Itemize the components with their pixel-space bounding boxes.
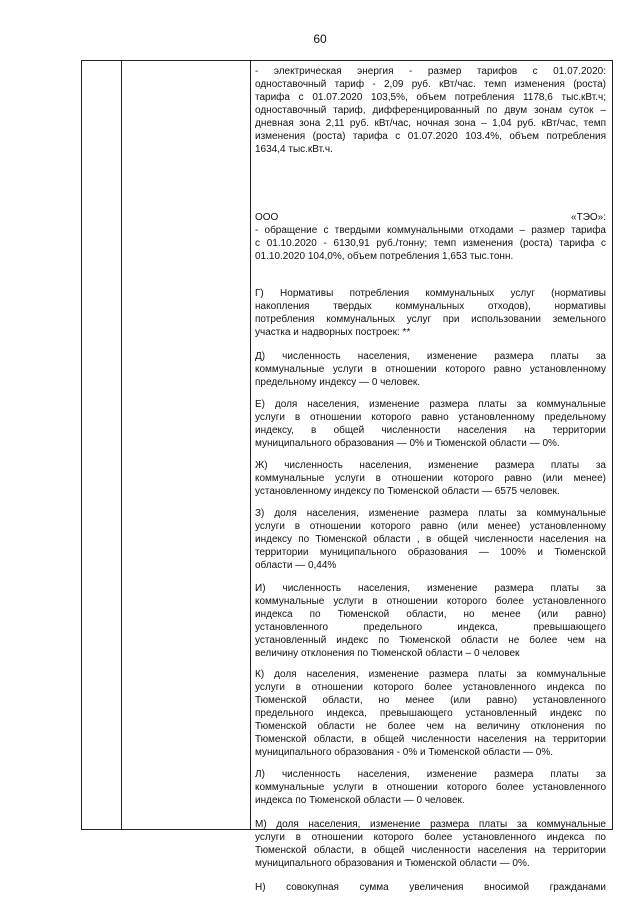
paragraph-line: установленный индекс по Тюменской области не более чем на xyxy=(255,635,606,646)
paragraph-line: коммунальные услуги в отношении которого более установленного xyxy=(255,596,606,607)
paragraph-line: территории муниципального образования — 100% и Тюменской xyxy=(255,547,606,558)
paragraph-l xyxy=(255,768,606,807)
paragraph-n xyxy=(255,881,606,894)
paragraph-line: с 01.10.2020 - 6130,91 руб./тонну; темп изменения (роста) тарифа с xyxy=(255,238,606,249)
paragraph-line: области — 0,44% xyxy=(255,560,337,571)
paragraph-e xyxy=(255,398,606,450)
page-number: 60 xyxy=(313,32,327,46)
paragraph-zh xyxy=(255,459,606,498)
paragraph-line: муниципального образования - 0% и Тюменской области — 0%. xyxy=(255,747,554,758)
paragraph-line: предельному индексу — 0 человек. xyxy=(255,377,421,388)
paragraph-line: ООО «ТЭО»: xyxy=(255,212,606,223)
paragraph-z xyxy=(255,507,606,572)
paragraph-line: тарифа с 01.07.2020 103,5%, объем потребления 1178,6 тыс.кВт.ч; xyxy=(255,92,606,103)
paragraph-line: коммунальные услуги в отношении которого более установленного xyxy=(255,782,606,793)
paragraph-line: З) доля населения, изменение размера платы за коммунальные xyxy=(255,508,606,519)
paragraph-line: Ж) численность населения, изменение размера платы за xyxy=(255,460,606,471)
paragraph-line: - обращение с твердыми коммунальными отходами – размер тарифа xyxy=(255,225,606,236)
paragraph-line: потребления коммунальных услуг при использовании земельного xyxy=(255,314,606,325)
paragraph-electricity xyxy=(255,65,606,156)
paragraph-line: индексу, в общей численности населения на территории xyxy=(255,425,606,436)
paragraph-line: 1634,4 тыс.кВт.ч. xyxy=(255,144,333,155)
paragraph-line: муниципального образования и Тюменской области — 0%. xyxy=(255,858,530,869)
paragraph-line: индекса по Тюменской области — 0 человек. xyxy=(255,795,465,806)
paragraph-line: Е) доля населения, изменение размера платы за коммунальные xyxy=(255,399,606,410)
paragraph-line: одноставочный тариф, дифференцированный по двум зонам суток – xyxy=(255,105,606,116)
paragraph-line: услуги в отношении которого равно (или менее) установленному xyxy=(255,521,606,532)
paragraph-line: индекса по Тюменской области, но менее (или равно) xyxy=(255,609,606,620)
paragraph-line: коммунальные услуги в отношении которого равно (или менее) xyxy=(255,473,606,484)
paragraph-m xyxy=(255,818,606,870)
paragraph-line: муниципального образования — 0% и Тюменской области — 0%. xyxy=(255,438,560,449)
column-divider-1 xyxy=(121,61,122,829)
paragraph-k xyxy=(255,668,606,759)
paragraph-line: Н) совокупная сумма увеличения вносимой гражданами xyxy=(255,882,606,893)
paragraph-line: установленного предельного индекса, превышающего xyxy=(255,622,606,633)
paragraph-line: услуги в отношении которого равно установленному предельному xyxy=(255,412,606,423)
paragraph-line: изменения (роста) тарифа с 01.07.2020 103.4%, объем потребления xyxy=(255,131,606,142)
paragraph-i xyxy=(255,582,606,660)
paragraph-line: установленному индексу по Тюменской области — 6575 человек. xyxy=(255,486,560,497)
paragraph-teo xyxy=(255,211,606,263)
paragraph-line: предельного индекса, превышающего установленный индекс по xyxy=(255,708,606,719)
paragraph-d xyxy=(255,350,606,389)
paragraph-line: услуги в отношении которого более установленного индекса по xyxy=(255,682,606,693)
paragraph-line: Д) численность населения, изменение размера платы за xyxy=(255,351,606,362)
paragraph-line: К) доля населения, изменение размера платы за коммунальные xyxy=(255,669,606,680)
paragraph-line: величину отклонения по Тюменской области – 0 человек xyxy=(255,648,520,659)
paragraph-line: услуги в отношении которого более установленного индекса по xyxy=(255,832,606,843)
paragraph-line: дневная зона 2,11 руб. кВт/час, ночная зона – 1,04 руб. кВт/час, темп xyxy=(255,118,606,129)
paragraph-line: - электрическая энергия - размер тарифов с 01.07.2020: xyxy=(255,66,606,77)
paragraph-line: одноставочный тариф - 2,09 руб. кВт/час. темп изменения (роста) xyxy=(255,79,606,90)
paragraph-line: индексу по Тюменской области , в общей численности населения на xyxy=(255,534,606,545)
paragraph-line: М) доля населения, изменение размера платы за коммунальные xyxy=(255,819,606,830)
paragraph-line: Тюменской области не более чем на величину отклонения по xyxy=(255,721,606,732)
document-table xyxy=(81,60,613,893)
column-divider-2 xyxy=(250,61,251,829)
paragraph-line: И) численность населения, изменение размера платы за xyxy=(255,583,606,594)
paragraph-line: Тюменской области, в общей численности населения на территории xyxy=(255,845,606,856)
paragraph-line: коммунальные услуги в отношении которого равно установленному xyxy=(255,364,606,375)
paragraph-line: участка и надворных построек: ** xyxy=(255,327,411,338)
paragraph-line: Г) Нормативы потребления коммунальных услуг (нормативы xyxy=(255,288,606,299)
paragraph-line: накопления твердых коммунальных отходов), нормативы xyxy=(255,301,606,312)
paragraph-line: Тюменской области, в общей численности населения на территории xyxy=(255,734,606,745)
paragraph-line: Тюменской области, но менее (или равно) установленного xyxy=(255,695,606,706)
paragraph-line: 01.10.2020 104,0%, объем потребления 1,653 тыс.тонн. xyxy=(255,251,514,262)
paragraph-line: Л) численность населения, изменение размера платы за xyxy=(255,769,606,780)
paragraph-g xyxy=(255,287,606,339)
